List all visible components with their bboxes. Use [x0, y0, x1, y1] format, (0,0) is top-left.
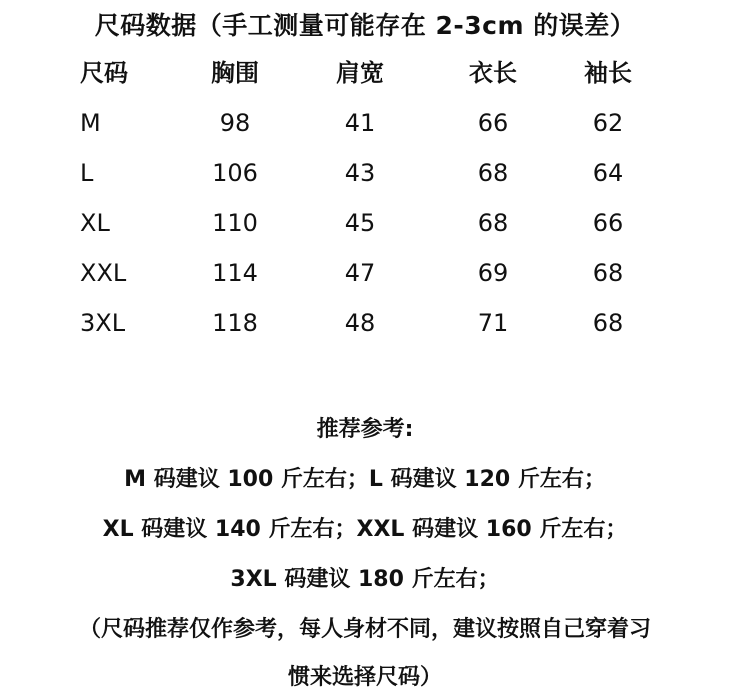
- recommend-heading: 推荐参考:: [316, 417, 414, 442]
- table-cell: 68: [592, 309, 624, 337]
- table-cell: 110: [212, 209, 258, 237]
- table-cell: 69: [477, 259, 509, 287]
- recommend-line: XL 码建议 140 斤左右；XXL 码建议 160 斤左右；: [102, 517, 628, 542]
- table-cell: 66: [477, 109, 509, 137]
- table-cell: 106: [212, 159, 258, 187]
- table-cell: 64: [592, 159, 624, 187]
- table-cell: 62: [592, 109, 624, 137]
- recommend-line: 3XL 码建议 180 斤左右；: [230, 567, 500, 592]
- recommend-note: （尺码推荐仅作参考，每人身材不同，建议按照自己穿着习: [78, 617, 651, 642]
- header-size: 尺码: [80, 59, 128, 87]
- table-cell: XXL: [80, 259, 127, 287]
- table-cell: 43: [344, 159, 376, 187]
- table-cell: L: [80, 159, 94, 187]
- table-cell: 45: [344, 209, 376, 237]
- header-shoulder: 肩宽: [336, 59, 384, 87]
- table-cell: 71: [477, 309, 509, 337]
- table-cell: 118: [212, 309, 258, 337]
- table-cell: 66: [592, 209, 624, 237]
- table-cell: 68: [592, 259, 624, 287]
- table-cell: 41: [344, 109, 376, 137]
- table-cell: 98: [219, 109, 251, 137]
- table-cell: 48: [344, 309, 376, 337]
- table-cell: 47: [344, 259, 376, 287]
- page-title: 尺码数据（手工测量可能存在 2-3cm 的误差）: [94, 11, 636, 40]
- table-cell: XL: [80, 209, 110, 237]
- header-sleeve: 袖长: [584, 59, 632, 87]
- recommend-note: 惯来选择尺码）: [287, 665, 442, 690]
- table-cell: 68: [477, 159, 509, 187]
- header-length: 衣长: [469, 59, 517, 87]
- table-cell: M: [80, 109, 101, 137]
- table-cell: 3XL: [80, 309, 126, 337]
- header-chest: 胸围: [211, 59, 259, 87]
- recommend-line: M 码建议 100 斤左右；L 码建议 120 斤左右；: [124, 467, 606, 492]
- table-cell: 68: [477, 209, 509, 237]
- table-cell: 114: [212, 259, 258, 287]
